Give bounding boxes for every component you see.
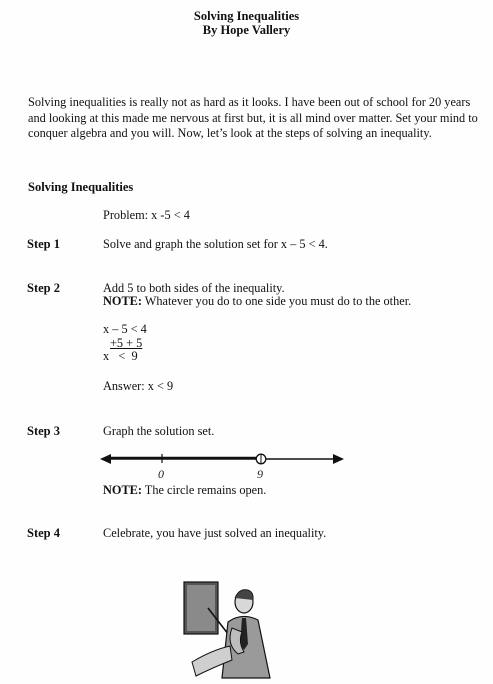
- step-4-text: Celebrate, you have just solved an inequality.: [103, 526, 327, 540]
- presenter-clipart: [182, 578, 278, 682]
- step-2-text: Add 5 to both sides of the inequality.: [103, 281, 285, 295]
- document-title: Solving Inequalities: [193, 9, 300, 23]
- document-author: By Hope Vallery: [202, 23, 291, 37]
- step-2-work-line-3: x < 9: [103, 349, 138, 363]
- step-4-label: Step 4: [27, 526, 60, 540]
- step-3-text: Graph the solution set.: [103, 424, 215, 438]
- step-3-note-text: The circle remains open.: [141, 483, 267, 497]
- graph-label-zero: 0: [158, 467, 164, 481]
- step-2-note: [103, 294, 411, 309]
- step-3-note-label: NOTE:: [103, 483, 142, 497]
- open-circle-nine: [256, 454, 266, 464]
- step-2-answer: Answer: x < 9: [103, 379, 174, 393]
- step-2-work-line-2: +5 + 5: [110, 336, 143, 350]
- right-arrow-head: [333, 454, 344, 464]
- problem-statement: Problem: x -5 < 4: [103, 208, 190, 222]
- step-2-note-text: Whatever you do to one side you must do to the other.: [141, 294, 412, 308]
- step-3-note: [103, 483, 266, 498]
- step-1-label: Step 1: [27, 237, 60, 251]
- step-3-label: Step 3: [27, 424, 60, 438]
- step-2-label: Step 2: [27, 281, 60, 295]
- step-1-text: Solve and graph the solution set for x – 5 < 4.: [103, 237, 328, 251]
- intro-paragraph: Solving inequalities is really not as hard as it looks. I have been out of school for 20 years and looking at this made me nervous at first but, it is all mind over matter. Set your mind to conquer algebra and you will. Now, let’s look at the steps of solving an inequality.: [28, 95, 478, 140]
- graph-label-nine: 9: [257, 467, 263, 481]
- left-arrow-head: [100, 454, 111, 464]
- number-line: [106, 458, 338, 459]
- step-2-note-label: NOTE:: [103, 294, 142, 308]
- section-heading: Solving Inequalities: [28, 180, 134, 194]
- step-2-work-line-1: x – 5 < 4: [103, 322, 147, 336]
- number-line-graph: [100, 448, 350, 482]
